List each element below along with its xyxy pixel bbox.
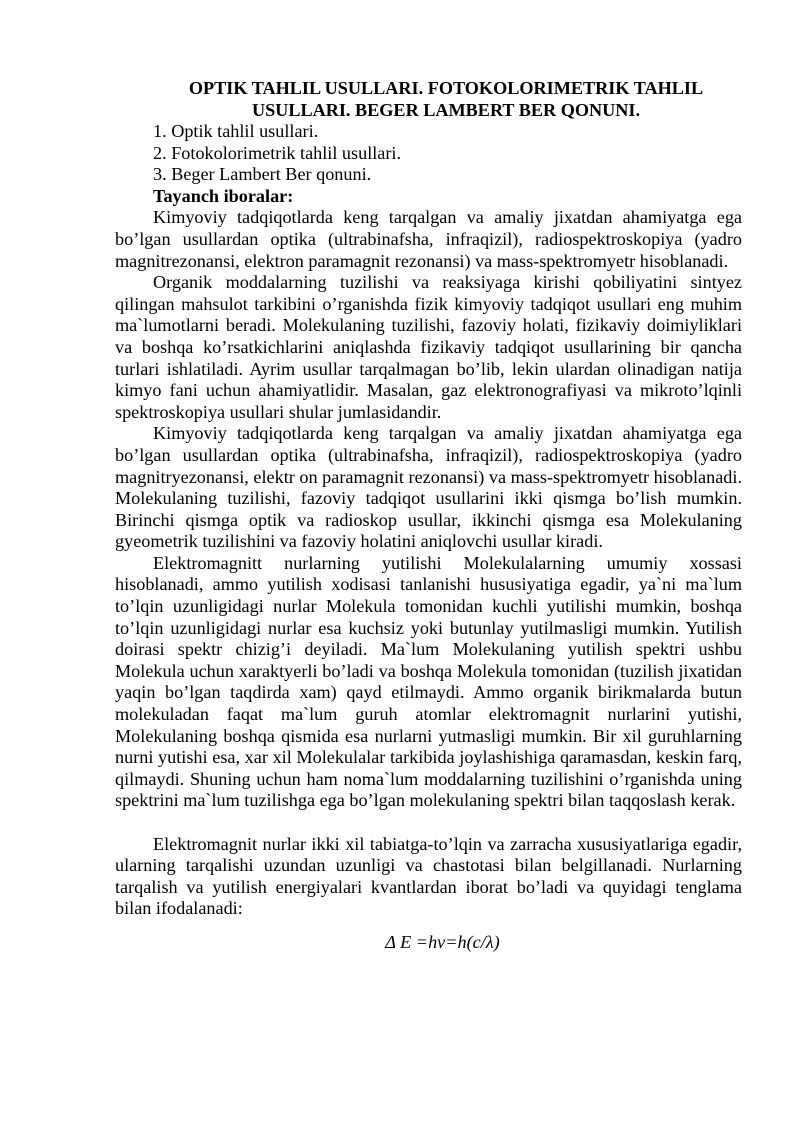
paragraph: Kimyoviy tadqiqotlarda keng tarqalgan va amaliy jixatdan ahamiyatga ega bo’lgan usullardan optika (ultrabinafsha, infraqizil), radiospektroskopiya (yadro magnitrezonansi, elektron paramagnit rezonansi) va mass-spektromyetr hisoblanadi. [115,207,742,271]
energy-formula: Δ E =hν=h(c/λ) [385,931,500,952]
paragraph: Kimyoviy tadqiqotlarda keng tarqalgan va amaliy jixatdan ahamiyatga ega bo’lgan usullardan optika (ultrabinafsha, infraqizil), radiospektroskopiya (yadro magnitryezonansi, elektr on paramagnit rezonansi) va mass-spektromyetr hisoblanadi. Molekulaning tuzilishi, fazoviy tadqiqot usullarini ikki qismga bo’lish mumkin. Birinchi qismga optik va radioskop usullar, ikkinchi qismga esa Molekulaning gyeometrik tuzilishini va fazoviy holatini aniqlovchi usullar kiradi. [115,423,742,552]
document-body [115,121,742,954]
list-item: 2. Fotokolorimetrik tahlil usullari. [153,142,402,163]
paragraph: Elektromagnitt nurlarning yutilishi Molekulalarning umumiy xossasi hisoblanadi, ammo yutilish xodisasi tanlanishi hususiyatiga egadir, ya`ni ma`lum to’lqin uzunligidagi nurlar Molekula tomonidan kuchli yutilishi mumkin, boshqa to’lqin uzunligidagi nurlar esa kuchsiz yoki butunlay yutilmasligi mumkin. Yutilish doirasi spektr chizig’i deyiladi. Ma`lum Molekulaning yutilish spektri ushbu Molekula uchun xaraktyerli bo’ladi va boshqa Molekula tomonidan (tuzilish jixatidan yaqin bo’lgan taqdirda xam) qayd etilmaydi. Ammo organik birikmalarda butun molekuladan faqat ma`lum guruh atomlar elektromagnit nurlarini yutishi, Molekulaning boshqa qismida esa nurlarni yutmasligi mumkin. Bir xil guruhlarning nurni yutishi esa, xar xil Molekulalar tarkibida joylashishiga qaramasdan, keskin farq, qilmaydi. Shuning uchun ham noma`lum moddalarning tuzilishini o’rganishda uning spektrini ma`lum tuzilishga ega bo’lgan molekulaning spektri bilan taqqoslash kerak. [115,552,742,811]
title-line-1: OPTIK TAHLIL USULLARI. FOTOKOLORIMETRIK TAHLIL [188,78,704,98]
document-title [140,78,752,121]
list-item: 3. Beger Lambert Ber qonuni. [153,164,372,185]
paragraph: Elektromagnit nurlar ikki xil tabiatga-to’lqin va zarracha xususiyatlariga egadir, ularning tarqalishi uzundan uzunligi va chastotasi bilan belgillanadi. Nurlarning tarqalish va yutilish energiyalari kvantlardan iborat bo’ladi va quyidagi tenglama bilan ifodalanadi: [115,833,742,919]
list-item: 1. Optik tahlil usullari. [153,121,319,141]
section-heading: Tayanch iboralar: [153,185,294,206]
paragraph-spacer [115,812,742,834]
title-line-2: USULLARI. BEGER LAMBERT BER QONUNI. [251,99,641,120]
paragraph: Organik moddalarning tuzilishi va reaksiyaga kirishi qobiliyatini sintyez qilingan mahsulot tarkibini o’rganishda fizik kimyoviy tadqiqot usullari eng muhim ma`lumotlarni beradi. Molekulaning tuzilishi, fazoviy holati, fizikaviy doimiyliklari va boshqa ko’rsatkichlarini aniqlashda fizikaviy tadqiqot usullarining bir qancha turlari ishlatiladi. Ayrim usullar tarqalmagan bo’lib, lekin ulardan olinadigan natija kimyo fani uchun ahamiyatlidir. Masalan, gaz elektronografiyasi va mikroto’lqinli spektroskopiya usullari shular jumlasidandir. [115,272,742,422]
